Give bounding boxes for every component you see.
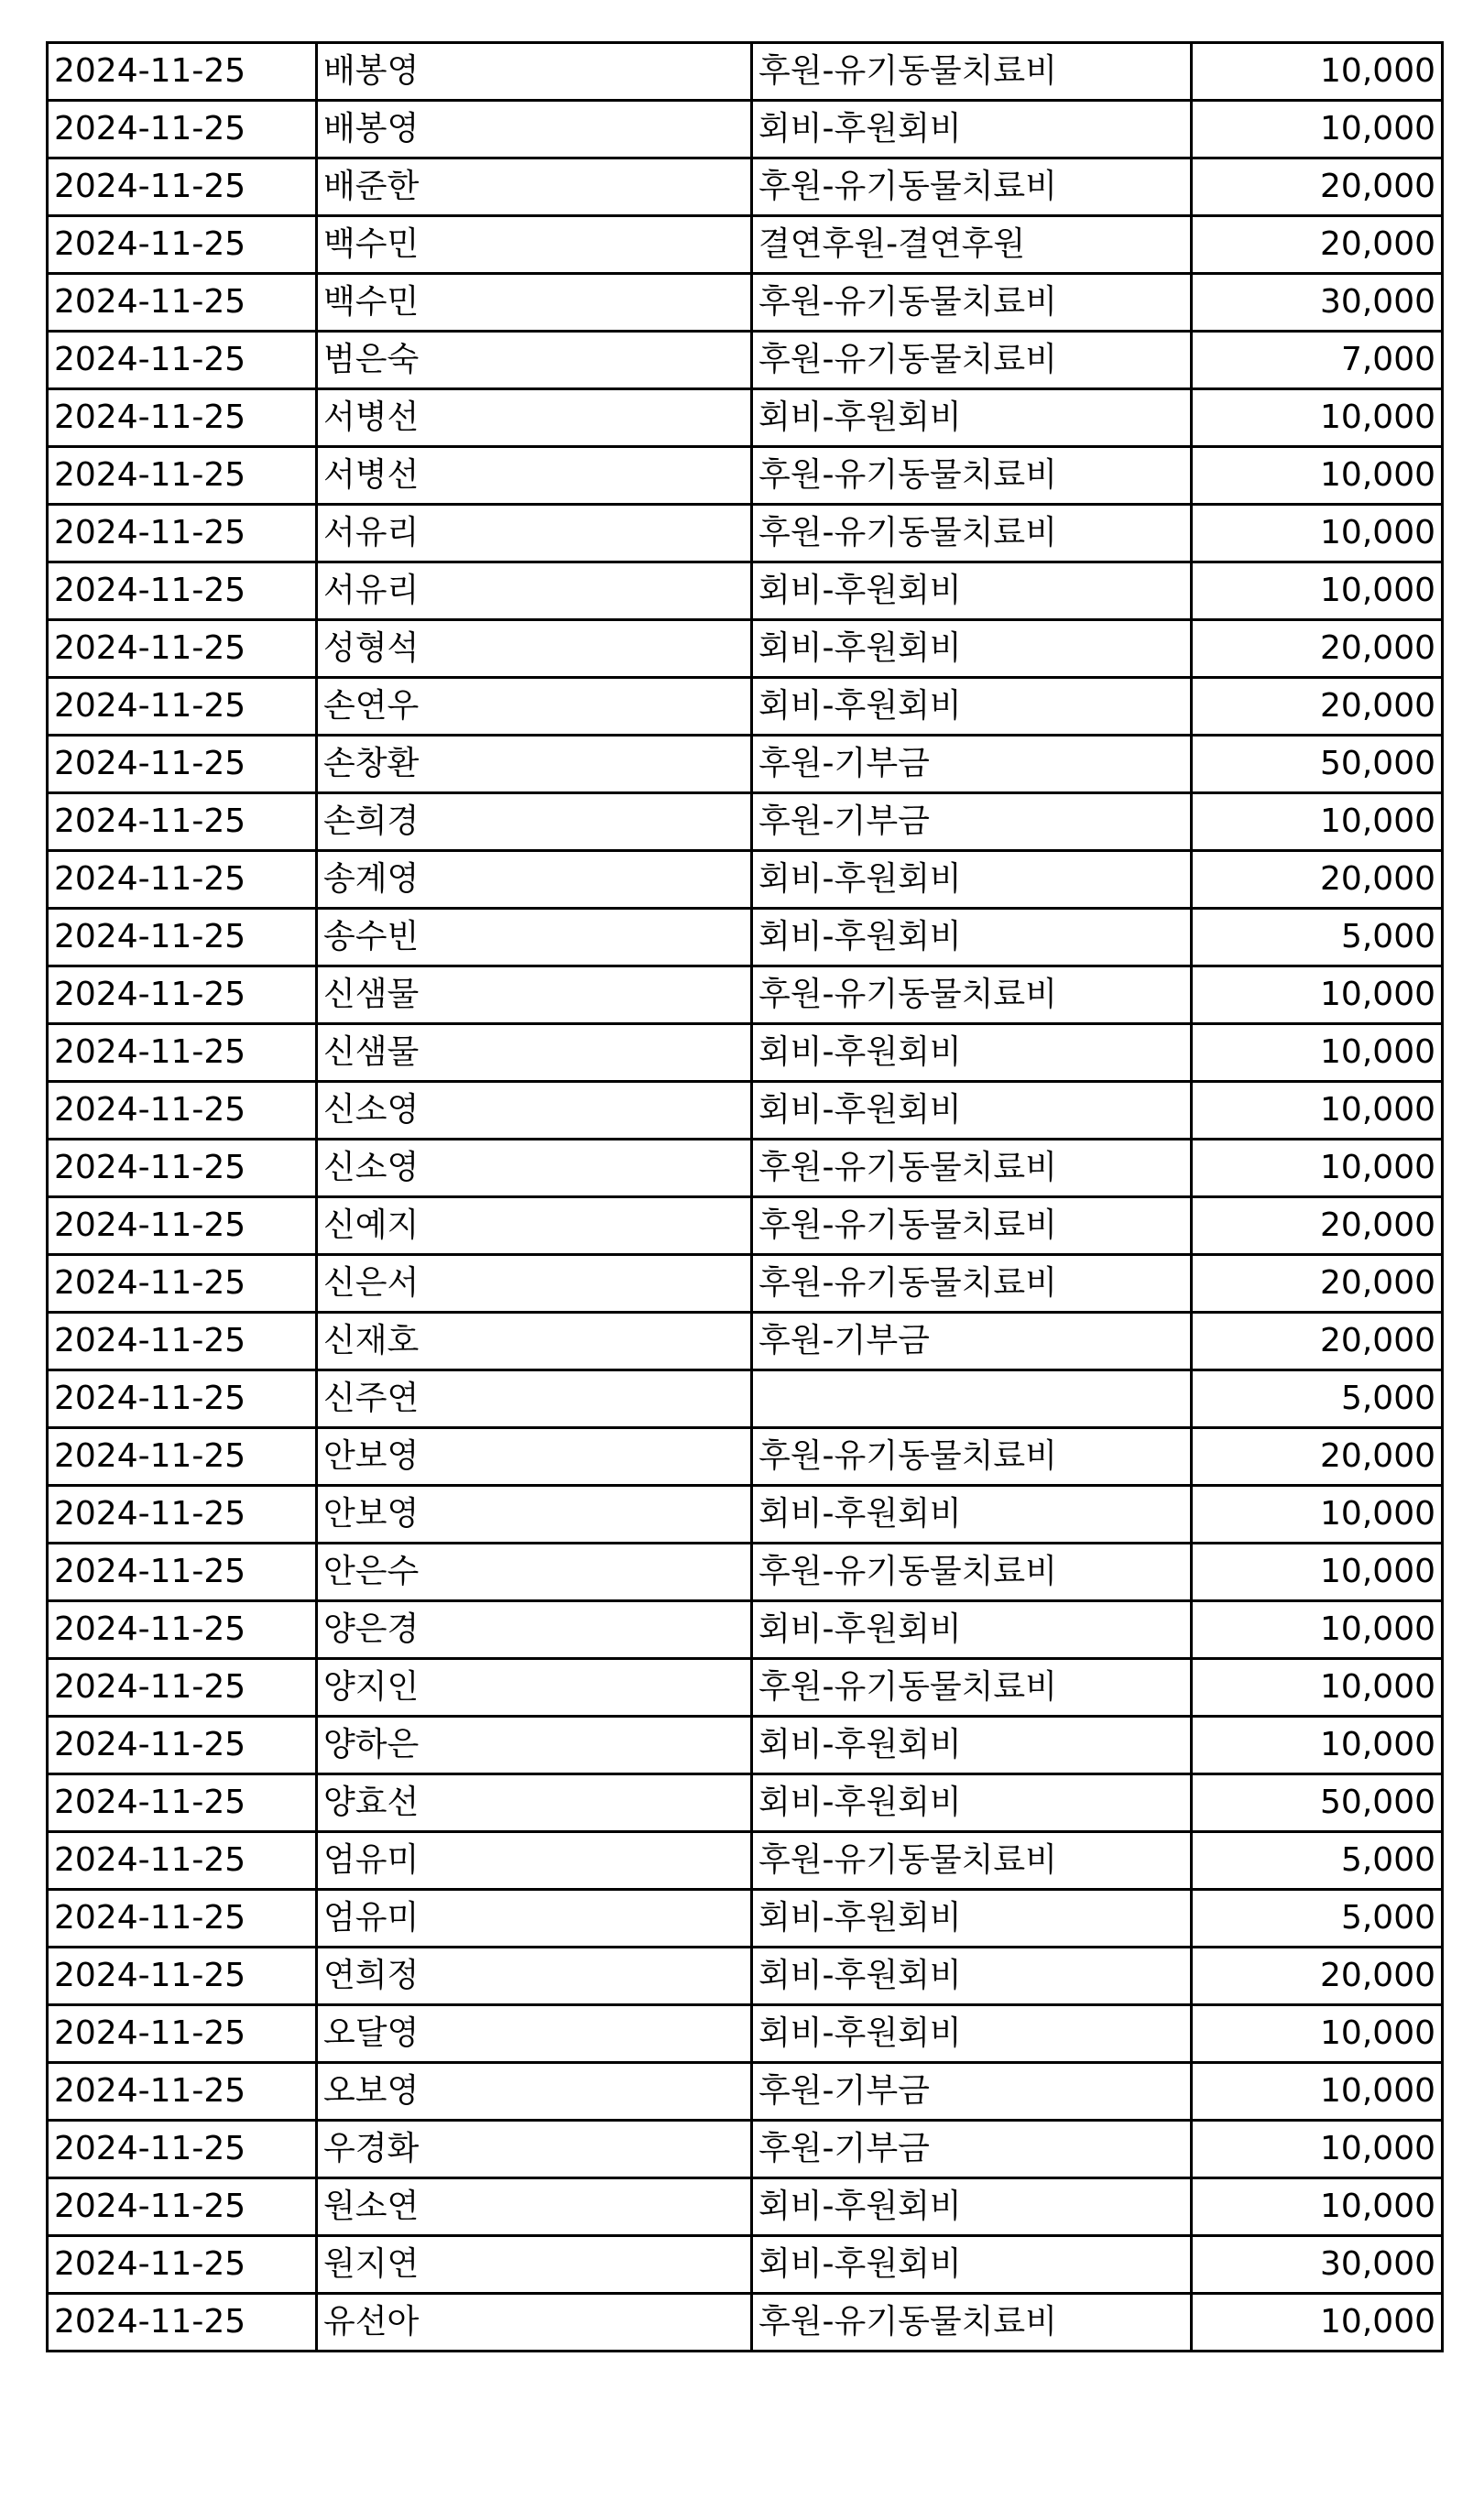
category-cell: 회비-후원회비 xyxy=(752,2236,1192,2294)
category-cell: 후원-유기동물치료비 xyxy=(752,1140,1192,1197)
category-cell xyxy=(752,1370,1192,1428)
category-cell: 회비-후원회비 xyxy=(752,2178,1192,2236)
category-cell: 회비-후원회비 xyxy=(752,1082,1192,1140)
donor-name-cell: 신은서 xyxy=(317,1255,752,1313)
donor-name-cell: 배봉영 xyxy=(317,101,752,158)
donor-name-cell: 백수민 xyxy=(317,216,752,274)
amount-cell: 20,000 xyxy=(1192,1197,1443,1255)
donor-name-cell: 서유리 xyxy=(317,505,752,562)
table-row xyxy=(48,1486,1443,1544)
donor-name-cell: 원지연 xyxy=(317,2236,752,2294)
date-cell: 2024-11-25 xyxy=(48,332,317,389)
date-cell: 2024-11-25 xyxy=(48,43,317,101)
table-row xyxy=(48,2121,1443,2178)
donor-name-cell: 손희경 xyxy=(317,793,752,851)
date-cell: 2024-11-25 xyxy=(48,1601,317,1659)
amount-cell: 20,000 xyxy=(1192,1948,1443,2005)
amount-cell: 10,000 xyxy=(1192,2005,1443,2063)
donor-name-cell: 안보영 xyxy=(317,1486,752,1544)
category-cell: 회비-후원회비 xyxy=(752,1024,1192,1082)
donor-name-cell: 신소영 xyxy=(317,1140,752,1197)
category-cell: 후원-유기동물치료비 xyxy=(752,505,1192,562)
table-row xyxy=(48,1659,1443,1717)
donor-name-cell: 서유리 xyxy=(317,562,752,620)
amount-cell: 5,000 xyxy=(1192,1370,1443,1428)
donor-name-cell: 손창환 xyxy=(317,736,752,793)
table-row xyxy=(48,793,1443,851)
date-cell: 2024-11-25 xyxy=(48,1255,317,1313)
donor-name-cell: 백수민 xyxy=(317,274,752,332)
category-cell: 후원-유기동물치료비 xyxy=(752,1197,1192,1255)
amount-cell: 5,000 xyxy=(1192,1890,1443,1948)
category-cell: 회비-후원회비 xyxy=(752,101,1192,158)
category-cell: 결연후원-결연후원 xyxy=(752,216,1192,274)
category-cell: 후원-유기동물치료비 xyxy=(752,447,1192,505)
table-row xyxy=(48,1140,1443,1197)
table-row xyxy=(48,966,1443,1024)
date-cell: 2024-11-25 xyxy=(48,1370,317,1428)
table-row xyxy=(48,447,1443,505)
category-cell: 후원-기부금 xyxy=(752,2063,1192,2121)
category-cell: 후원-유기동물치료비 xyxy=(752,332,1192,389)
table-row xyxy=(48,158,1443,216)
donor-name-cell: 양은경 xyxy=(317,1601,752,1659)
table-row xyxy=(48,909,1443,966)
amount-cell: 50,000 xyxy=(1192,1774,1443,1832)
amount-cell: 10,000 xyxy=(1192,1486,1443,1544)
amount-cell: 10,000 xyxy=(1192,505,1443,562)
table-row xyxy=(48,1082,1443,1140)
donation-ledger-table xyxy=(46,41,1444,2352)
date-cell: 2024-11-25 xyxy=(48,101,317,158)
category-cell: 회비-후원회비 xyxy=(752,851,1192,909)
date-cell: 2024-11-25 xyxy=(48,1082,317,1140)
category-cell: 회비-후원회비 xyxy=(752,1948,1192,2005)
category-cell: 회비-후원회비 xyxy=(752,562,1192,620)
table-row xyxy=(48,389,1443,447)
category-cell: 후원-기부금 xyxy=(752,2121,1192,2178)
table-row xyxy=(48,1313,1443,1370)
amount-cell: 10,000 xyxy=(1192,2178,1443,2236)
amount-cell: 20,000 xyxy=(1192,1313,1443,1370)
donor-name-cell: 손연우 xyxy=(317,678,752,736)
category-cell: 회비-후원회비 xyxy=(752,389,1192,447)
amount-cell: 20,000 xyxy=(1192,620,1443,678)
donor-name-cell: 오보영 xyxy=(317,2063,752,2121)
donor-name-cell: 엄유미 xyxy=(317,1890,752,1948)
amount-cell: 7,000 xyxy=(1192,332,1443,389)
amount-cell: 10,000 xyxy=(1192,389,1443,447)
date-cell: 2024-11-25 xyxy=(48,1140,317,1197)
amount-cell: 10,000 xyxy=(1192,2294,1443,2352)
donor-name-cell: 원소연 xyxy=(317,2178,752,2236)
category-cell: 후원-유기동물치료비 xyxy=(752,43,1192,101)
table-row xyxy=(48,505,1443,562)
date-cell: 2024-11-25 xyxy=(48,158,317,216)
amount-cell: 10,000 xyxy=(1192,966,1443,1024)
category-cell: 회비-후원회비 xyxy=(752,620,1192,678)
amount-cell: 10,000 xyxy=(1192,2121,1443,2178)
date-cell: 2024-11-25 xyxy=(48,1197,317,1255)
table-row xyxy=(48,678,1443,736)
amount-cell: 10,000 xyxy=(1192,43,1443,101)
category-cell: 후원-기부금 xyxy=(752,736,1192,793)
date-cell: 2024-11-25 xyxy=(48,620,317,678)
donor-name-cell: 신샘물 xyxy=(317,966,752,1024)
amount-cell: 10,000 xyxy=(1192,1140,1443,1197)
category-cell: 회비-후원회비 xyxy=(752,1890,1192,1948)
date-cell: 2024-11-25 xyxy=(48,736,317,793)
category-cell: 후원-유기동물치료비 xyxy=(752,966,1192,1024)
category-cell: 후원-유기동물치료비 xyxy=(752,158,1192,216)
date-cell: 2024-11-25 xyxy=(48,851,317,909)
category-cell: 후원-유기동물치료비 xyxy=(752,274,1192,332)
date-cell: 2024-11-25 xyxy=(48,1890,317,1948)
donor-name-cell: 엄유미 xyxy=(317,1832,752,1890)
amount-cell: 5,000 xyxy=(1192,1832,1443,1890)
donor-name-cell: 양효선 xyxy=(317,1774,752,1832)
donor-name-cell: 양지인 xyxy=(317,1659,752,1717)
donor-name-cell: 서병선 xyxy=(317,389,752,447)
table-row xyxy=(48,216,1443,274)
table-row xyxy=(48,332,1443,389)
table-row xyxy=(48,2236,1443,2294)
date-cell: 2024-11-25 xyxy=(48,1659,317,1717)
donor-name-cell: 신소영 xyxy=(317,1082,752,1140)
amount-cell: 20,000 xyxy=(1192,216,1443,274)
category-cell: 회비-후원회비 xyxy=(752,1601,1192,1659)
amount-cell: 20,000 xyxy=(1192,158,1443,216)
date-cell: 2024-11-25 xyxy=(48,1717,317,1774)
table-row xyxy=(48,43,1443,101)
date-cell: 2024-11-25 xyxy=(48,1948,317,2005)
amount-cell: 10,000 xyxy=(1192,1544,1443,1601)
donor-name-cell: 연희정 xyxy=(317,1948,752,2005)
date-cell: 2024-11-25 xyxy=(48,1024,317,1082)
table-row xyxy=(48,851,1443,909)
date-cell: 2024-11-25 xyxy=(48,2121,317,2178)
table-row xyxy=(48,1428,1443,1486)
date-cell: 2024-11-25 xyxy=(48,1486,317,1544)
date-cell: 2024-11-25 xyxy=(48,966,317,1024)
date-cell: 2024-11-25 xyxy=(48,678,317,736)
amount-cell: 10,000 xyxy=(1192,447,1443,505)
table-row xyxy=(48,562,1443,620)
amount-cell: 20,000 xyxy=(1192,1255,1443,1313)
table-row xyxy=(48,101,1443,158)
date-cell: 2024-11-25 xyxy=(48,1774,317,1832)
table-row xyxy=(48,1197,1443,1255)
amount-cell: 10,000 xyxy=(1192,2063,1443,2121)
donor-name-cell: 유선아 xyxy=(317,2294,752,2352)
date-cell: 2024-11-25 xyxy=(48,2294,317,2352)
category-cell: 후원-유기동물치료비 xyxy=(752,1544,1192,1601)
table-row xyxy=(48,274,1443,332)
donor-name-cell: 배준한 xyxy=(317,158,752,216)
category-cell: 회비-후원회비 xyxy=(752,2005,1192,2063)
amount-cell: 10,000 xyxy=(1192,1659,1443,1717)
category-cell: 후원-기부금 xyxy=(752,1313,1192,1370)
category-cell: 후원-유기동물치료비 xyxy=(752,1428,1192,1486)
donor-name-cell: 양하은 xyxy=(317,1717,752,1774)
amount-cell: 10,000 xyxy=(1192,1082,1443,1140)
table-row xyxy=(48,736,1443,793)
donor-name-cell: 신재호 xyxy=(317,1313,752,1370)
table-row xyxy=(48,1370,1443,1428)
donor-name-cell: 서병선 xyxy=(317,447,752,505)
donor-name-cell: 성형석 xyxy=(317,620,752,678)
table-row xyxy=(48,2178,1443,2236)
donor-name-cell: 송계영 xyxy=(317,851,752,909)
date-cell: 2024-11-25 xyxy=(48,2005,317,2063)
amount-cell: 10,000 xyxy=(1192,1717,1443,1774)
table-row xyxy=(48,1890,1443,1948)
date-cell: 2024-11-25 xyxy=(48,2178,317,2236)
table-row xyxy=(48,1024,1443,1082)
amount-cell: 30,000 xyxy=(1192,274,1443,332)
table-row xyxy=(48,2063,1443,2121)
date-cell: 2024-11-25 xyxy=(48,274,317,332)
category-cell: 후원-기부금 xyxy=(752,793,1192,851)
date-cell: 2024-11-25 xyxy=(48,1428,317,1486)
donor-name-cell: 송수빈 xyxy=(317,909,752,966)
donor-name-cell: 배봉영 xyxy=(317,43,752,101)
amount-cell: 50,000 xyxy=(1192,736,1443,793)
category-cell: 회비-후원회비 xyxy=(752,1486,1192,1544)
date-cell: 2024-11-25 xyxy=(48,2063,317,2121)
table-row xyxy=(48,620,1443,678)
amount-cell: 20,000 xyxy=(1192,851,1443,909)
category-cell: 회비-후원회비 xyxy=(752,1717,1192,1774)
category-cell: 후원-유기동물치료비 xyxy=(752,1255,1192,1313)
date-cell: 2024-11-25 xyxy=(48,389,317,447)
date-cell: 2024-11-25 xyxy=(48,447,317,505)
category-cell: 후원-유기동물치료비 xyxy=(752,1659,1192,1717)
amount-cell: 20,000 xyxy=(1192,678,1443,736)
amount-cell: 10,000 xyxy=(1192,1601,1443,1659)
date-cell: 2024-11-25 xyxy=(48,505,317,562)
category-cell: 후원-유기동물치료비 xyxy=(752,2294,1192,2352)
date-cell: 2024-11-25 xyxy=(48,1313,317,1370)
amount-cell: 10,000 xyxy=(1192,793,1443,851)
table-row xyxy=(48,1948,1443,2005)
donor-name-cell: 신예지 xyxy=(317,1197,752,1255)
amount-cell: 10,000 xyxy=(1192,101,1443,158)
date-cell: 2024-11-25 xyxy=(48,1544,317,1601)
category-cell: 후원-유기동물치료비 xyxy=(752,1832,1192,1890)
donor-name-cell: 우경화 xyxy=(317,2121,752,2178)
table-row xyxy=(48,2294,1443,2352)
amount-cell: 10,000 xyxy=(1192,1024,1443,1082)
donor-name-cell: 안보영 xyxy=(317,1428,752,1486)
date-cell: 2024-11-25 xyxy=(48,2236,317,2294)
date-cell: 2024-11-25 xyxy=(48,216,317,274)
table-row xyxy=(48,2005,1443,2063)
amount-cell: 20,000 xyxy=(1192,1428,1443,1486)
date-cell: 2024-11-25 xyxy=(48,1832,317,1890)
ledger-body xyxy=(48,43,1443,2352)
category-cell: 회비-후원회비 xyxy=(752,909,1192,966)
category-cell: 회비-후원회비 xyxy=(752,678,1192,736)
donor-name-cell: 오달영 xyxy=(317,2005,752,2063)
category-cell: 회비-후원회비 xyxy=(752,1774,1192,1832)
table-row xyxy=(48,1544,1443,1601)
date-cell: 2024-11-25 xyxy=(48,562,317,620)
donor-name-cell: 범은숙 xyxy=(317,332,752,389)
table-row xyxy=(48,1255,1443,1313)
amount-cell: 5,000 xyxy=(1192,909,1443,966)
date-cell: 2024-11-25 xyxy=(48,909,317,966)
donor-name-cell: 안은수 xyxy=(317,1544,752,1601)
table-row xyxy=(48,1774,1443,1832)
donor-name-cell: 신주연 xyxy=(317,1370,752,1428)
table-row xyxy=(48,1832,1443,1890)
donor-name-cell: 신샘물 xyxy=(317,1024,752,1082)
amount-cell: 10,000 xyxy=(1192,562,1443,620)
amount-cell: 30,000 xyxy=(1192,2236,1443,2294)
table-row xyxy=(48,1717,1443,1774)
table-row xyxy=(48,1601,1443,1659)
date-cell: 2024-11-25 xyxy=(48,793,317,851)
